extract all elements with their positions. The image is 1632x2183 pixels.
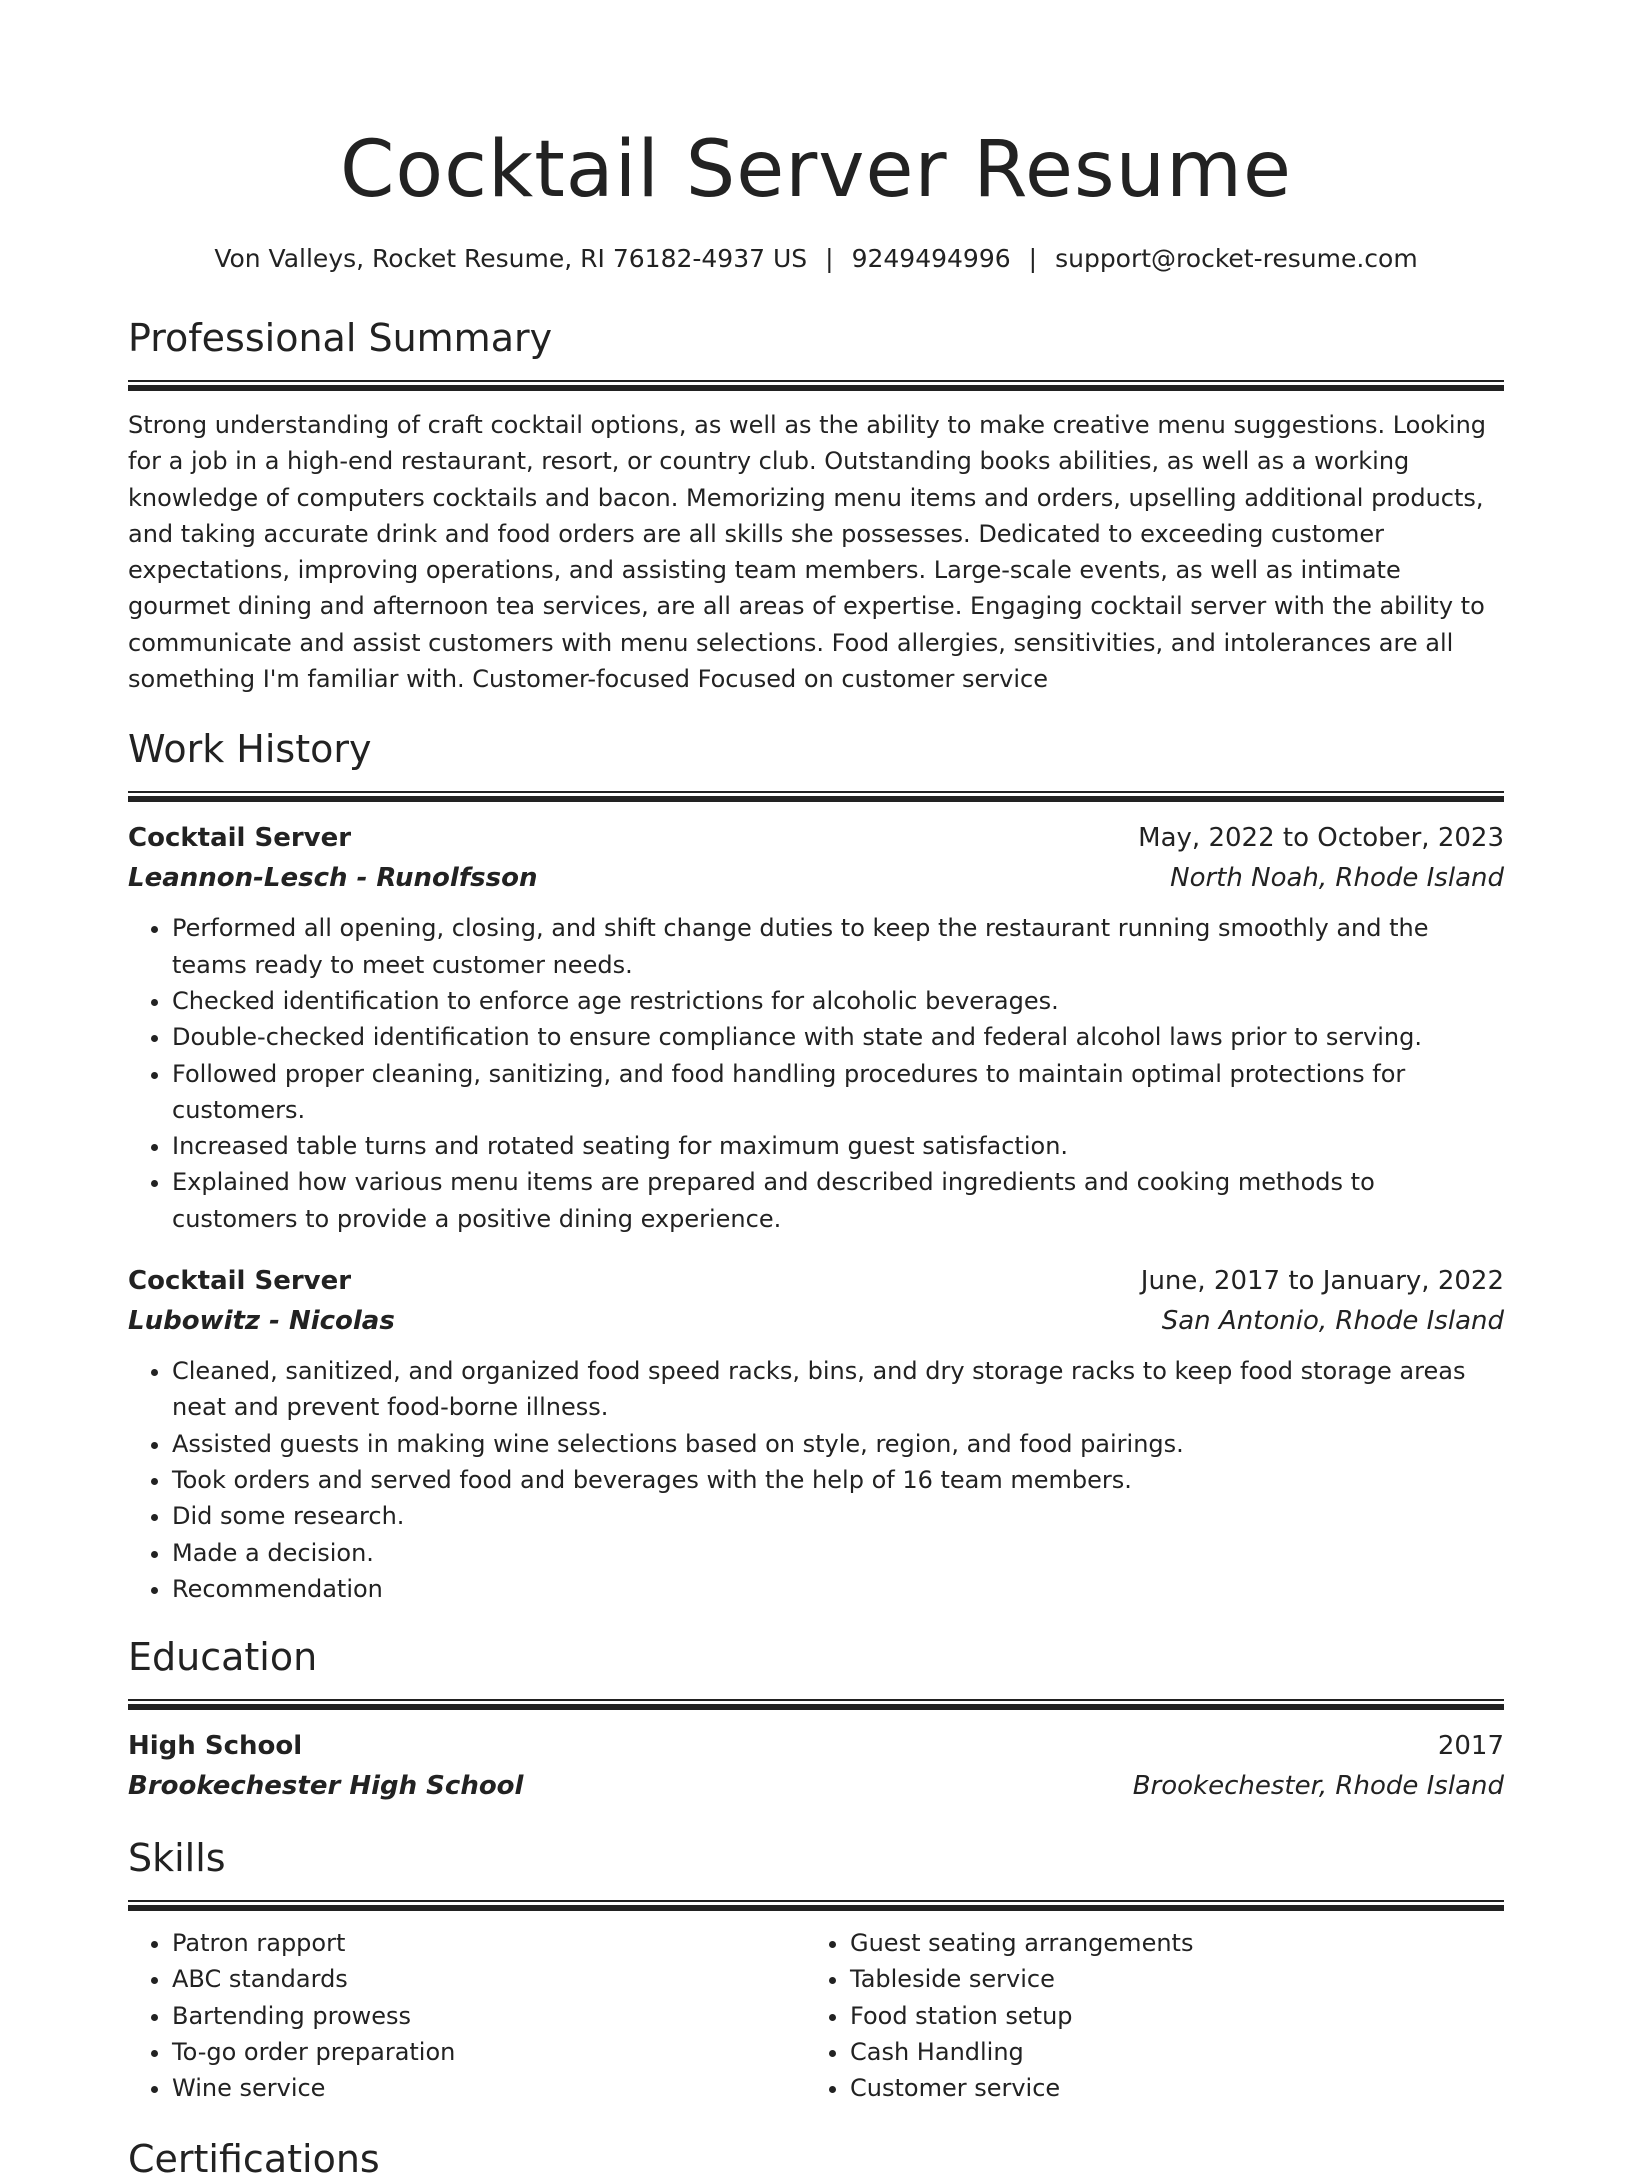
section-heading-certifications: Certifications bbox=[128, 2136, 380, 2181]
job-entry bbox=[128, 1261, 1504, 1607]
skill-item: • ABC standards bbox=[172, 1961, 806, 1997]
education-school: Brookechester High School bbox=[128, 1771, 524, 1802]
job-duties-list bbox=[128, 910, 1504, 1237]
list-item: • Did some research. bbox=[172, 1498, 1504, 1534]
job-dates: May, 2022 to October, 2023 bbox=[1138, 823, 1504, 854]
job-entry bbox=[128, 818, 1504, 1237]
education-year: 2017 bbox=[1437, 1731, 1504, 1762]
list-item: • Followed proper cleaning, sanitizing, and food handling procedures to maintain optimal protections for customers. bbox=[172, 1056, 1504, 1129]
section-heading-skills: Skills bbox=[128, 1836, 226, 1881]
skill-item: • To-go order preparation bbox=[172, 2034, 806, 2070]
skill-item: • Tableside service bbox=[850, 1961, 1484, 1997]
list-item: • Explained how various menu items are prepared and described ingredients and cooking methods to customers to provide a positive dining experience. bbox=[172, 1164, 1504, 1237]
education-location: Brookechester, Rhode Island bbox=[1132, 1771, 1504, 1802]
resume-title: Cocktail Server Resume bbox=[339, 125, 1293, 215]
list-item: • Assisted guests in making wine selections based on style, region, and food pairings. bbox=[172, 1426, 1504, 1462]
section-heading-work: Work History bbox=[128, 727, 372, 772]
list-item: • Cleaned, sanitized, and organized food speed racks, bins, and dry storage racks to keep food storage areas neat and prevent food-borne illness. bbox=[172, 1353, 1504, 1426]
skills-list-right bbox=[806, 1925, 1484, 2106]
list-item: • Increased table turns and rotated seating for maximum guest satisfaction. bbox=[172, 1128, 1504, 1164]
list-item: • Made a decision. bbox=[172, 1535, 1504, 1571]
list-item: • Checked identification to enforce age restrictions for alcoholic beverages. bbox=[172, 983, 1504, 1019]
skill-item: • Bartending prowess bbox=[172, 1998, 806, 2034]
job-company-row bbox=[128, 858, 1504, 898]
skill-item: • Wine service bbox=[172, 2070, 806, 2106]
section-divider bbox=[128, 791, 1504, 802]
job-header-row bbox=[128, 1261, 1504, 1301]
summary-text: Strong understanding of craft cocktail options, as well as the ability to make creative menu suggestions. Looking for a job in a high-end restaurant, resort, or country club. Outstanding books abilities, as well as a working knowledge of computers cocktails and bacon. Memorizing menu items and orders, upselling additional products, and taking accurate drink and food orders are all skills she possesses. Dedicated to exceeding customer expectations, improving operations, and assisting team members. Large-scale events, as well as intimate gourmet dining and afternoon tea services, are all areas of expertise. Engaging cocktail server with the ability to communicate and assist customers with menu selections. Food allergies, sensitivities, and intolerances are all something I'm familiar with. Customer-focused Focused on customer service bbox=[128, 411, 1487, 694]
certifications-section bbox=[128, 2135, 1504, 2183]
skill-item: • Patron rapport bbox=[172, 1925, 806, 1961]
contact-phone[interactable]: 9249494996 bbox=[851, 244, 1011, 273]
skills-columns bbox=[128, 1925, 1504, 2106]
summary-section bbox=[128, 314, 1504, 697]
job-title: Cocktail Server bbox=[128, 823, 352, 854]
skill-item: • Customer service bbox=[850, 2070, 1484, 2106]
resume-content bbox=[128, 0, 1504, 2183]
job-title: Cocktail Server bbox=[128, 1266, 352, 1297]
section-heading-summary: Professional Summary bbox=[128, 316, 553, 360]
list-item: • Took orders and served food and beverages with the help of 16 team members. bbox=[172, 1462, 1504, 1498]
job-header-row bbox=[128, 818, 1504, 858]
contact-email[interactable]: support@rocket-resume.com bbox=[1055, 244, 1418, 273]
job-location: North Noah, Rhode Island bbox=[1170, 863, 1504, 894]
job-duties-list bbox=[128, 1353, 1504, 1607]
skill-item: • Guest seating arrangements bbox=[850, 1925, 1484, 1961]
contact-separator: | bbox=[825, 244, 834, 273]
skill-item: • Food station setup bbox=[850, 1998, 1484, 2034]
list-item: • Recommendation bbox=[172, 1571, 1504, 1607]
contact-address: Von Valleys, Rocket Resume, RI 76182-4937 US bbox=[214, 244, 808, 273]
contact-line bbox=[128, 242, 1504, 276]
section-heading-education: Education bbox=[128, 1635, 318, 1680]
skills-section bbox=[128, 1834, 1504, 2106]
education-entry bbox=[128, 1726, 1504, 1806]
section-divider bbox=[128, 380, 1504, 391]
job-company: Leannon-Lesch - Runolfsson bbox=[128, 863, 538, 894]
skills-list-left bbox=[128, 1925, 806, 2106]
education-school-row bbox=[128, 1766, 1504, 1806]
list-item: • Double-checked identification to ensure compliance with state and federal alcohol laws prior to serving. bbox=[172, 1019, 1504, 1055]
section-divider bbox=[128, 1699, 1504, 1710]
job-dates: June, 2017 to January, 2022 bbox=[1140, 1266, 1504, 1297]
job-company: Lubowitz - Nicolas bbox=[128, 1306, 395, 1337]
list-item: • Performed all opening, closing, and shift change duties to keep the restaurant running smoothly and the teams ready to meet customer needs. bbox=[172, 910, 1504, 983]
job-company-row bbox=[128, 1301, 1504, 1341]
contact-separator: | bbox=[1028, 244, 1038, 273]
education-header-row bbox=[128, 1726, 1504, 1766]
education-section bbox=[128, 1633, 1504, 1806]
job-location: San Antonio, Rhode Island bbox=[1161, 1306, 1504, 1337]
section-divider bbox=[128, 1900, 1504, 1911]
education-degree: High School bbox=[128, 1731, 303, 1762]
work-section bbox=[128, 725, 1504, 1607]
skill-item: • Cash Handling bbox=[850, 2034, 1484, 2070]
